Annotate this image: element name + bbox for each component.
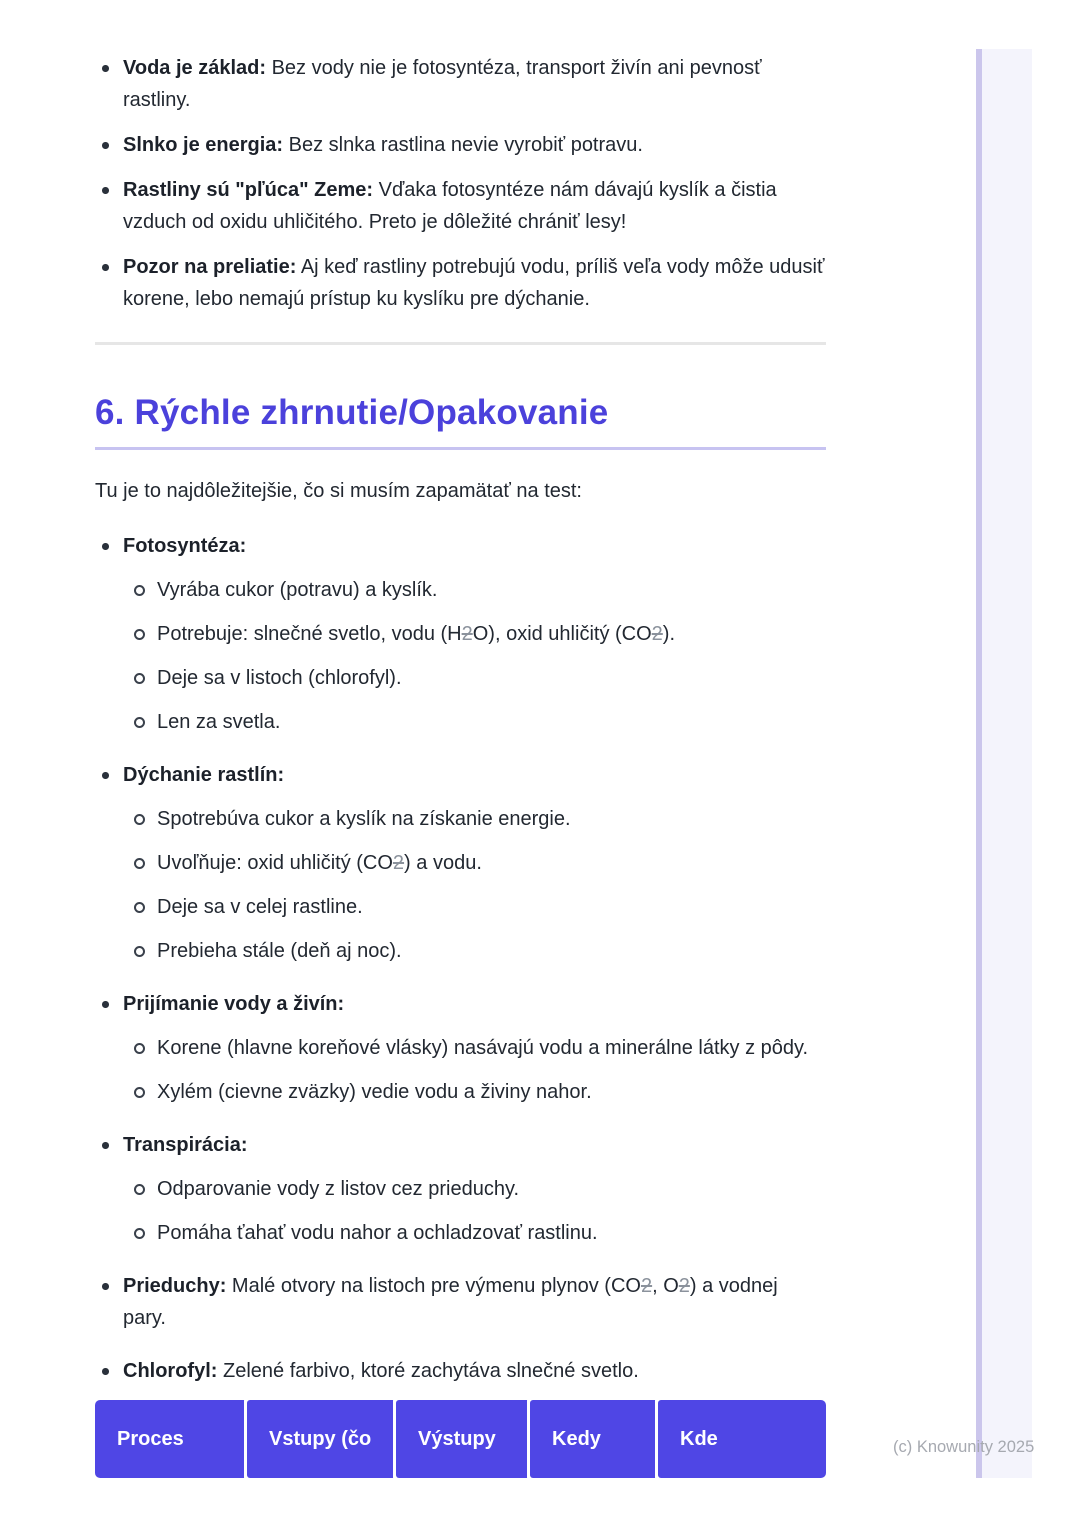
table-header-cell	[396, 1400, 530, 1478]
text-segment: Zelené farbivo, ktoré zachytáva slnečné svetlo.	[217, 1360, 639, 1382]
summary-group	[95, 1355, 826, 1387]
text-segment: Potrebuje: slnečné svetlo, vodu (H	[157, 623, 462, 645]
table-header-cell	[658, 1400, 826, 1478]
next-page-edge	[976, 49, 982, 1478]
summary-group	[95, 1270, 826, 1334]
sub-list-item	[123, 1076, 826, 1108]
list-item	[95, 1129, 826, 1161]
text-segment: O), oxid uhličitý (CO	[472, 623, 652, 645]
text-segment: Spotrebúva cukor a kyslík na získanie energie.	[157, 808, 571, 830]
list-item	[95, 759, 826, 791]
list-item	[95, 988, 826, 1020]
sub-list-item	[123, 618, 826, 650]
table-header-cell	[530, 1400, 658, 1478]
struck-subscript: 2	[678, 1275, 690, 1297]
table-header-label: Proces	[117, 1427, 184, 1450]
text-segment: , O	[652, 1275, 679, 1297]
section-title-underline	[95, 447, 826, 450]
table-header-label: Výstupy	[418, 1427, 496, 1450]
sub-list-item	[123, 935, 826, 967]
summary-group	[95, 530, 826, 738]
text-segment: Bez slnka rastlina nevie vyrobiť potravu.	[283, 134, 643, 156]
text-segment: Pomáha ťahať vodu nahor a ochladzovať rastlinu.	[157, 1222, 598, 1244]
sub-list-item	[123, 1032, 826, 1064]
text-segment: Xylém (cievne zväzky) vedie vodu a živiny nahor.	[157, 1081, 592, 1103]
list-item	[95, 1355, 826, 1387]
document-page-content	[95, 0, 826, 1408]
text-segment: Korene (hlavne koreňové vlásky) nasávajú vodu a minerálne látky z pôdy.	[157, 1037, 809, 1059]
list-item-label: Pozor na preliatie:	[123, 256, 297, 278]
sub-list-item	[123, 706, 826, 738]
struck-subscript: 2	[651, 623, 663, 645]
table-header-label: Kde	[680, 1427, 718, 1450]
list-item-label: Rastliny sú "pľúca" Zeme:	[123, 179, 374, 201]
summary-group	[95, 759, 826, 967]
struck-subscript: 2	[461, 623, 473, 645]
list-item-label: Slnko je energia:	[123, 134, 284, 156]
list-item-label: Dýchanie rastlín:	[123, 764, 285, 786]
text-segment: Odparovanie vody z listov cez prieduchy.	[157, 1178, 520, 1200]
struck-subscript: 2	[392, 852, 405, 874]
list-item-label: Fotosyntéza:	[123, 535, 247, 557]
sub-list-item	[123, 574, 826, 606]
sub-list-item	[123, 1217, 826, 1249]
list-item	[95, 530, 826, 562]
sub-list-item	[123, 1173, 826, 1205]
list-item	[95, 251, 826, 315]
table-header-cell	[95, 1400, 247, 1478]
list-item	[95, 52, 826, 116]
next-page-preview-panel	[982, 49, 1032, 1478]
table-header-label: Vstupy (čo	[269, 1427, 372, 1450]
table-header-cell	[247, 1400, 396, 1478]
list-item	[95, 174, 826, 238]
text-segment: Deje sa v celej rastline.	[157, 896, 363, 918]
struck-subscript: 2	[640, 1275, 653, 1297]
summary-group	[95, 988, 826, 1108]
list-item-label: Voda je základ:	[123, 57, 267, 79]
text-segment: Malé otvory na listoch pre výmenu plynov (CO	[226, 1275, 641, 1297]
list-item-label: Chlorofyl:	[123, 1360, 218, 1382]
table-header-row	[95, 1400, 826, 1478]
section-intro-text: Tu je to najdôležitejšie, čo si musím zapamätať na test:	[95, 480, 582, 502]
text-segment: Bez vody nie je fotosyntéza, transport živín ani pevnosť rastliny.	[123, 57, 762, 111]
copyright-watermark: (c) Knowunity 2025	[893, 1438, 1035, 1456]
text-segment: Len za svetla.	[157, 711, 281, 733]
list-item	[95, 1270, 826, 1334]
text-segment: ).	[662, 623, 676, 645]
sub-list-item	[123, 803, 826, 835]
summary-group	[95, 1129, 826, 1249]
list-item-label: Prieduchy:	[123, 1275, 227, 1297]
table-header-label: Kedy	[552, 1427, 601, 1450]
list-item-label: Prijímanie vody a živín:	[123, 993, 345, 1015]
list-item	[95, 129, 826, 161]
intro-bullet-list	[95, 0, 826, 315]
text-segment: Deje sa v listoch (chlorofyl).	[157, 667, 402, 689]
section-divider	[95, 342, 826, 345]
text-segment: ) a vodu.	[404, 852, 482, 874]
summary-list	[95, 530, 826, 1387]
sub-list-item	[123, 662, 826, 694]
text-segment: ) a vodnej pary.	[123, 1275, 778, 1329]
text-segment: Vyrába cukor (potravu) a kyslík.	[157, 579, 438, 601]
section-title: 6. Rýchle zhrnutie/Opakovanie	[95, 393, 609, 432]
text-segment: Aj keď rastliny potrebujú vodu, príliš veľa vody môže udusiť korene, lebo nemajú prístup ku kyslíku pre dýchanie.	[123, 256, 825, 310]
sub-list-item	[123, 847, 826, 879]
sub-list-item	[123, 891, 826, 923]
text-segment: Vďaka fotosyntéze nám dávajú kyslík a čistia vzduch od oxidu uhličitého. Preto je dôležité chrániť lesy!	[123, 179, 777, 233]
text-segment: Prebieha stále (deň aj noc).	[157, 940, 402, 962]
text-segment: Uvoľňuje: oxid uhličitý (CO	[157, 852, 393, 874]
list-item-label: Transpirácia:	[123, 1134, 248, 1156]
